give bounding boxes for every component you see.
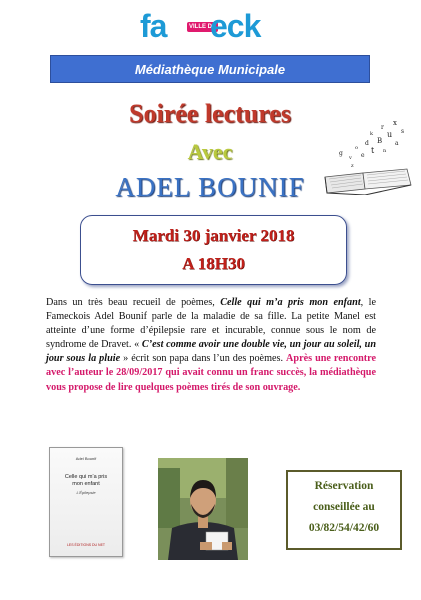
desc-book-title: Celle qui m’a pris mon enfant (220, 297, 361, 308)
open-book-icon (325, 169, 411, 195)
reservation-line1: Réservation (314, 480, 374, 492)
svg-text:r: r (381, 124, 384, 131)
author-photo (158, 458, 248, 560)
desc-quote: C’est comme avoir une double vie, un jour au soleil, un jour sous la pluie (46, 339, 376, 365)
svg-text:s: s (401, 128, 405, 135)
svg-text:g: g (339, 150, 343, 157)
svg-text:v: v (349, 155, 352, 161)
cover-publisher: LES ÉDITIONS DU NET (66, 543, 106, 547)
desc-part2: , le Fameckois Adel Bounif parle de la maladie de sa fille. La petite Manel est atteinte d’une forme d’épilepsie rare et incurable, connue sous le nom de syndrome de Dravet. « (46, 297, 377, 351)
event-date-box (80, 215, 347, 285)
event-date: Mardi 30 janvier 2018 (132, 226, 295, 245)
event-time: A 18H30 (182, 254, 245, 273)
desc-part3: » écrit son papa dans l’un des poèmes. (120, 353, 287, 365)
event-avec: Avec (187, 139, 233, 164)
svg-text:a: a (395, 140, 399, 147)
svg-text:z: z (351, 163, 354, 169)
reservation-phone[interactable]: 03/82/54/42/60 (308, 522, 380, 534)
event-description (46, 296, 376, 395)
open-book-illustration (315, 115, 415, 195)
desc-highlight: Après une rencontre avec l’auteur le 28/09/2017 qui avait connu un franc succès, la médiathèque vous propose de lire quelques poèmes tirés de son ouvrage. (46, 353, 376, 393)
reservation-box (286, 470, 402, 550)
svg-text:t: t (371, 146, 375, 155)
svg-text:x: x (393, 119, 397, 127)
cover-author: Adel Bounif (75, 456, 97, 461)
svg-text:e: e (361, 152, 365, 159)
svg-text:u: u (387, 130, 393, 139)
logo-text-fa: fa (140, 8, 167, 44)
svg-text:d: d (365, 140, 369, 147)
cover-subtitle: L’Épilepsie (76, 490, 96, 495)
fameck-logo (140, 8, 280, 44)
cover-title-line2: mon enfant (72, 481, 100, 487)
logo-text-eck: eck (210, 8, 261, 44)
book-cover (49, 447, 123, 557)
svg-text:o: o (355, 145, 359, 151)
logo-ville-de-badge: VILLE DE (189, 24, 217, 30)
flying-letters-icon (339, 119, 404, 169)
svg-text:n: n (383, 148, 387, 154)
desc-part1: Dans un très beau recueil de poèmes, (46, 297, 221, 308)
cover-title-line1: Celle qui m’a pris (64, 474, 108, 480)
reservation-line2: conseillée au (313, 501, 375, 513)
event-author: ADEL BOUNIF (115, 172, 305, 202)
svg-text:k: k (370, 131, 374, 137)
event-title: Soirée lectures (129, 99, 291, 128)
svg-text:B: B (377, 137, 383, 145)
mediatheque-banner: Médiathèque Municipale (50, 55, 370, 83)
